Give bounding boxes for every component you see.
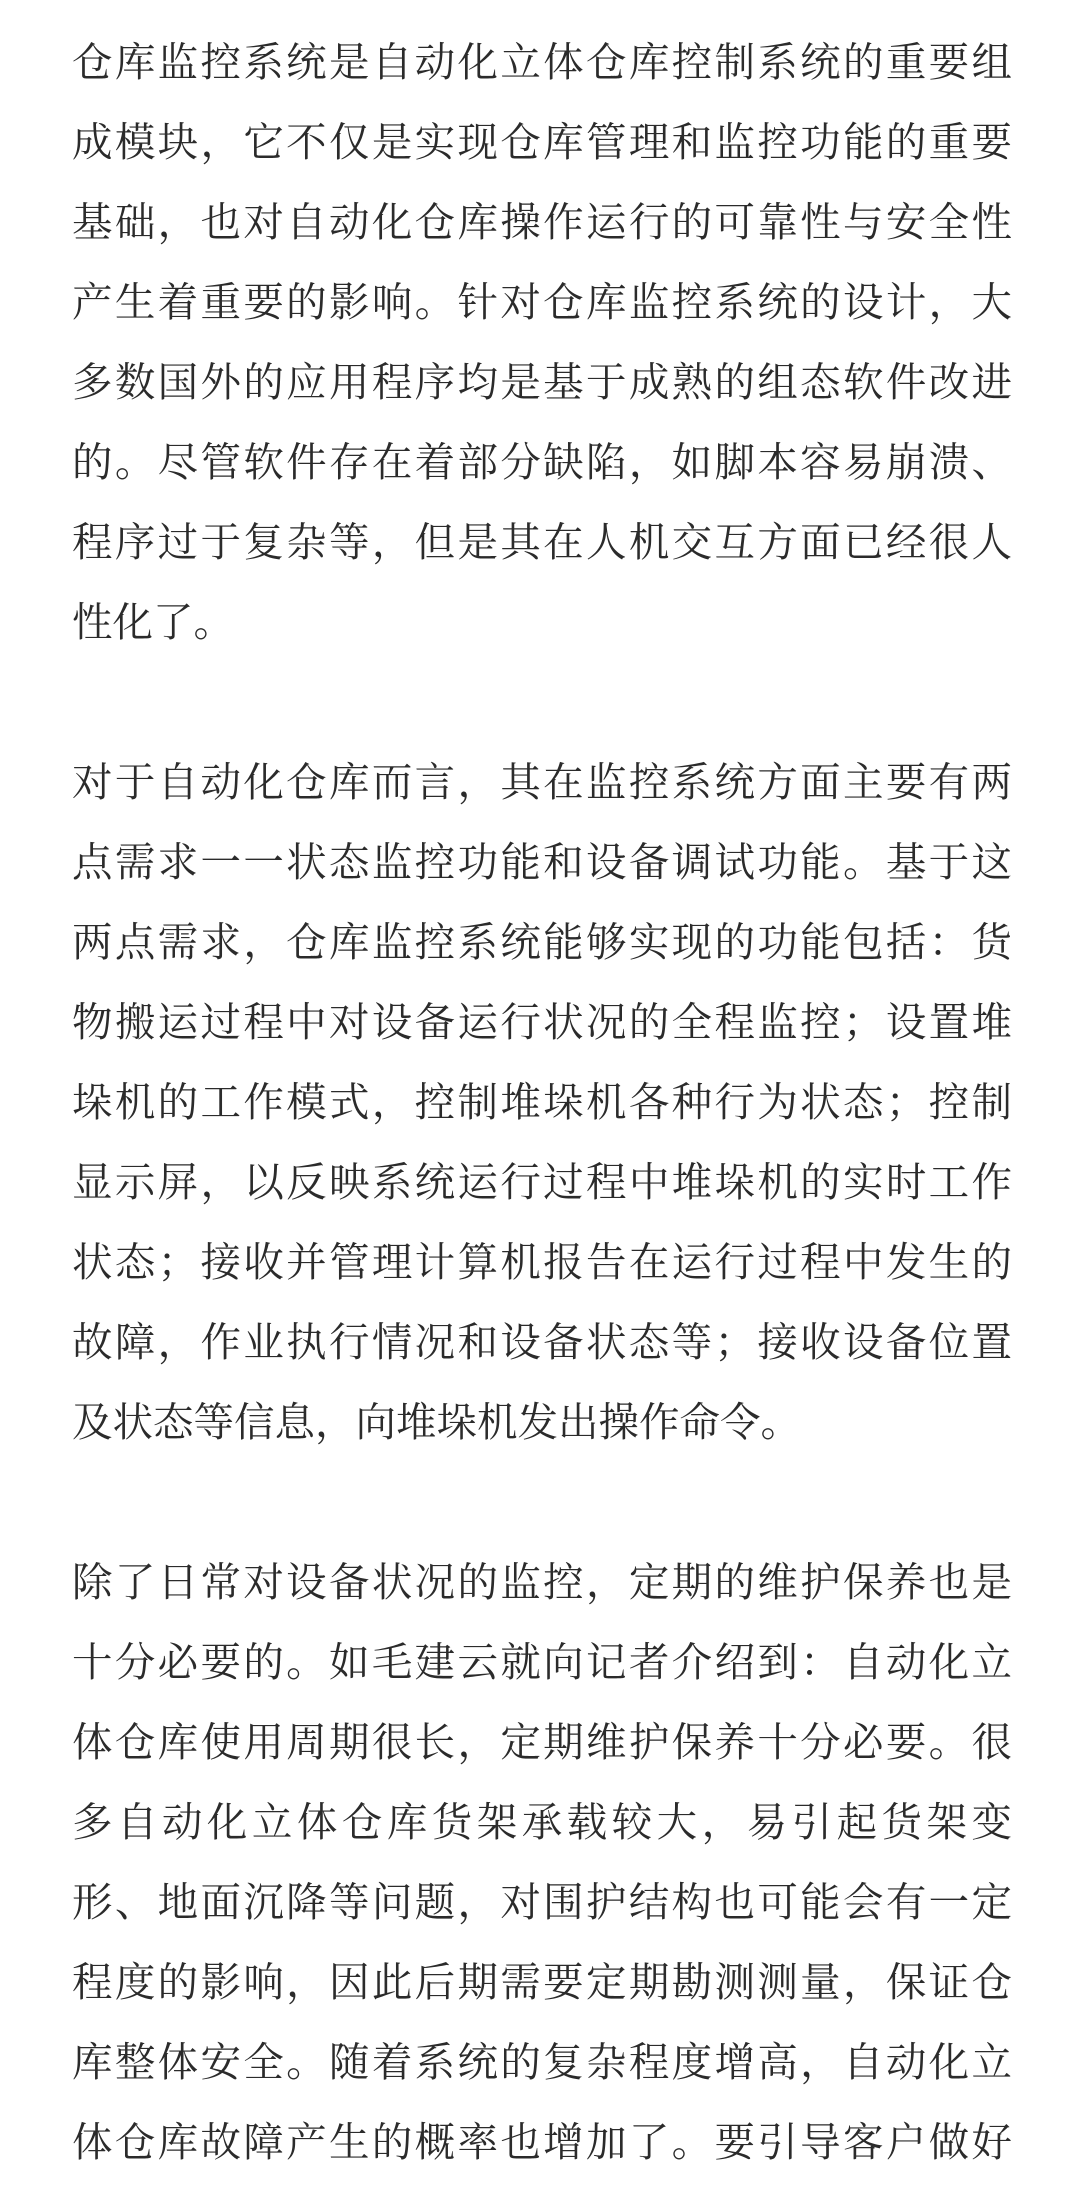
text-line: 及状态等信息，向堆垛机发出操作命令。 [72, 1398, 801, 1446]
text-line: 两点需求，仓库监控系统能够实现的功能包括：货 [72, 918, 1012, 966]
text-line: 显示屏，以反映系统运行过程中堆垛机的实时工作 [72, 1158, 1012, 1206]
text-line: 除了日常对设备状况的监控，定期的维护保养也是 [72, 1558, 1012, 1606]
text-line: 体仓库使用周期很长，定期维护保养十分必要。很 [72, 1718, 1012, 1766]
paragraph-maintenance [72, 1542, 1012, 2182]
text-line: 性化了。 [72, 598, 234, 646]
paragraph-warehouse-monitoring-intro [72, 22, 1012, 662]
text-line: 产生着重要的影响。针对仓库监控系统的设计，大 [72, 278, 1012, 326]
text-line: 的。尽管软件存在着部分缺陷，如脚本容易崩溃、 [72, 438, 1012, 486]
text-line: 对于自动化仓库而言，其在监控系统方面主要有两 [72, 758, 1012, 806]
text-line: 成模块，它不仅是实现仓库管理和监控功能的重要 [72, 118, 1012, 166]
text-line: 体仓库故障产生的概率也增加了。要引导客户做好 [72, 2118, 1012, 2166]
text-line: 十分必要的。如毛建云就向记者介绍到：自动化立 [72, 1638, 1012, 1686]
text-line: 物搬运过程中对设备运行状况的全程监控；设置堆 [72, 998, 1012, 1046]
text-line: 程度的影响，因此后期需要定期勘测测量，保证仓 [72, 1958, 1012, 2006]
text-line: 故障，作业执行情况和设备状态等；接收设备位置 [72, 1318, 1012, 1366]
text-line: 多自动化立体仓库货架承载较大，易引起货架变 [72, 1798, 1012, 1846]
text-line: 状态；接收并管理计算机报告在运行过程中发生的 [72, 1238, 1012, 1286]
text-line: 形、地面沉降等问题，对围护结构也可能会有一定 [72, 1878, 1012, 1926]
text-line: 点需求一一状态监控功能和设备调试功能。基于这 [72, 838, 1012, 886]
text-line: 程序过于复杂等，但是其在人机交互方面已经很人 [72, 518, 1012, 566]
text-line: 多数国外的应用程序均是基于成熟的组态软件改进 [72, 358, 1012, 406]
text-line: 仓库监控系统是自动化立体仓库控制系统的重要组 [72, 38, 1012, 86]
text-line: 垛机的工作模式，控制堆垛机各种行为状态；控制 [72, 1078, 1012, 1126]
text-line: 库整体安全。随着系统的复杂程度增高，自动化立 [72, 2038, 1012, 2086]
text-line: 基础，也对自动化仓库操作运行的可靠性与安全性 [72, 198, 1012, 246]
paragraph-monitoring-requirements [72, 742, 1012, 1462]
